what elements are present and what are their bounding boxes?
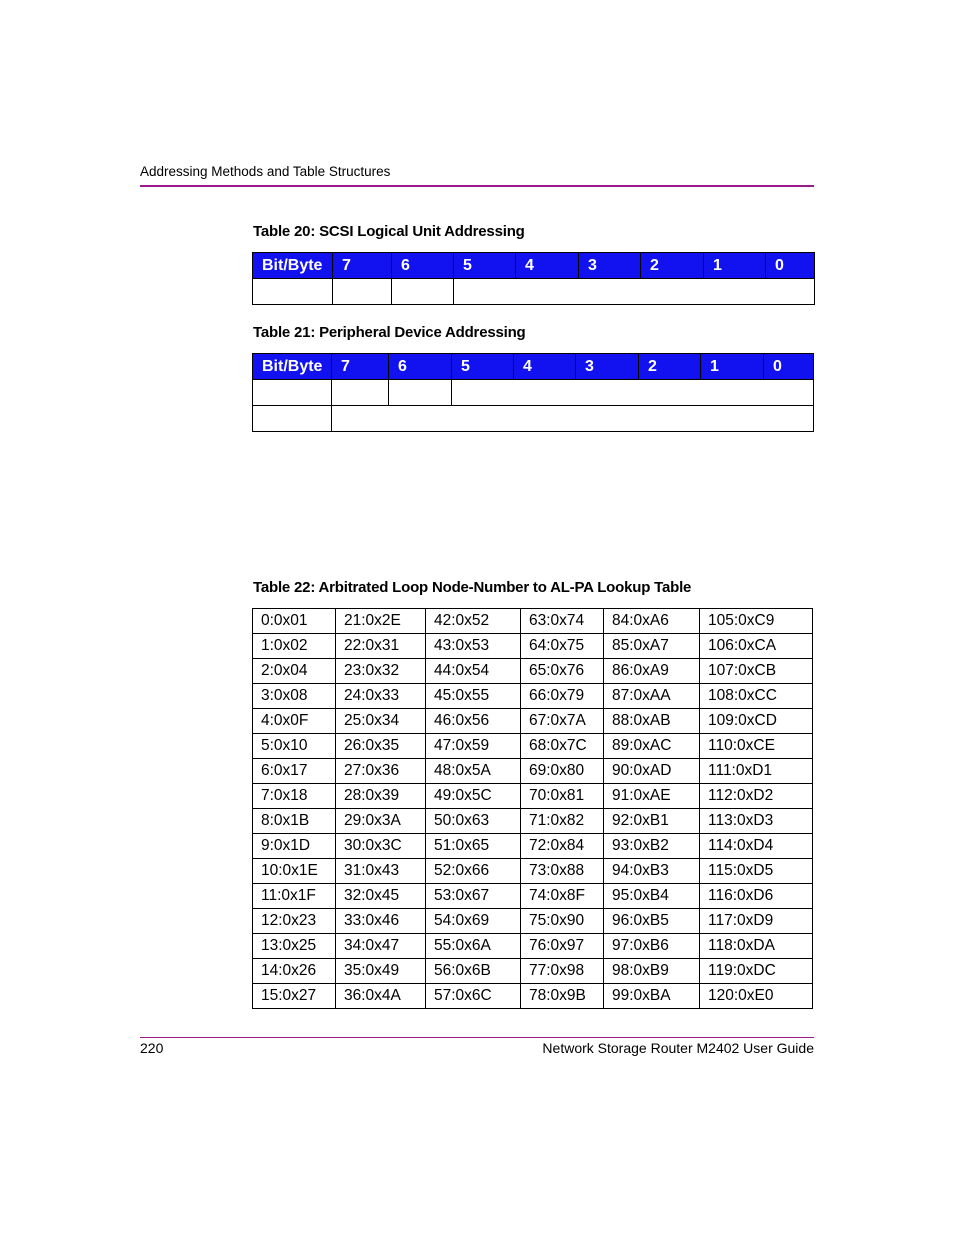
table-row — [253, 659, 813, 684]
table20-header-cell: 3 — [579, 253, 641, 279]
table-cell: 84:0xA6 — [604, 609, 700, 634]
table-cell: 10:0x1E — [253, 859, 336, 884]
book-title: Network Storage Router M2402 User Guide — [542, 1040, 814, 1056]
table-cell: 44:0x54 — [426, 659, 521, 684]
table-cell: 99:0xBA — [604, 984, 700, 1009]
table20-header-cell: 7 — [333, 253, 392, 279]
table-cell: 110:0xCE — [700, 734, 813, 759]
table-cell: 6:0x17 — [253, 759, 336, 784]
table21-header-cell: 2 — [639, 354, 701, 380]
table-cell: 98:0xB9 — [604, 959, 700, 984]
table-cell: 107:0xCB — [700, 659, 813, 684]
table-cell: 96:0xB5 — [604, 909, 700, 934]
table-cell: 69:0x80 — [521, 759, 604, 784]
table-cell: 111:0xD1 — [700, 759, 813, 784]
table20-header-cell: 1 — [704, 253, 766, 279]
table21-header-cell: 6 — [389, 354, 452, 380]
table-row — [253, 609, 813, 634]
table-cell: 26:0x35 — [336, 734, 426, 759]
table-cell: 117:0xD9 — [700, 909, 813, 934]
table20-header-cell: 0 — [766, 253, 815, 279]
table21-header-cell: 0 — [764, 354, 814, 380]
table-cell: 48:0x5A — [426, 759, 521, 784]
table-cell: 46:0x56 — [426, 709, 521, 734]
table-cell: 119:0xDC — [700, 959, 813, 984]
table-cell: 2:0x04 — [253, 659, 336, 684]
table-row — [253, 859, 813, 884]
table-cell: 85:0xA7 — [604, 634, 700, 659]
table-cell: 67:0x7A — [521, 709, 604, 734]
table20-cell — [253, 279, 333, 305]
table-cell: 13:0x25 — [253, 934, 336, 959]
table20-row — [253, 279, 815, 305]
table21-cell — [452, 380, 814, 406]
table-cell: 88:0xAB — [604, 709, 700, 734]
table21-cell — [389, 380, 452, 406]
table-row — [253, 759, 813, 784]
table-cell: 63:0x74 — [521, 609, 604, 634]
table21-cell — [332, 380, 389, 406]
table21-peripheral-device-addressing — [252, 353, 814, 432]
table-cell: 57:0x6C — [426, 984, 521, 1009]
table-cell: 54:0x69 — [426, 909, 521, 934]
table-cell: 15:0x27 — [253, 984, 336, 1009]
table21-header-cell: 3 — [576, 354, 639, 380]
table-row — [253, 734, 813, 759]
table-cell: 33:0x46 — [336, 909, 426, 934]
table-cell: 43:0x53 — [426, 634, 521, 659]
table-cell: 95:0xB4 — [604, 884, 700, 909]
table-cell: 7:0x18 — [253, 784, 336, 809]
table-cell: 23:0x32 — [336, 659, 426, 684]
table-cell: 90:0xAD — [604, 759, 700, 784]
table-cell: 25:0x34 — [336, 709, 426, 734]
table-cell: 66:0x79 — [521, 684, 604, 709]
footer-rule — [140, 1037, 814, 1038]
table22-body — [253, 609, 813, 1009]
table-row — [253, 984, 813, 1009]
table-cell: 116:0xD6 — [700, 884, 813, 909]
table-cell: 34:0x47 — [336, 934, 426, 959]
table-cell: 9:0x1D — [253, 834, 336, 859]
table-cell: 71:0x82 — [521, 809, 604, 834]
table-cell: 56:0x6B — [426, 959, 521, 984]
table-cell: 4:0x0F — [253, 709, 336, 734]
table-cell: 73:0x88 — [521, 859, 604, 884]
table-cell: 12:0x23 — [253, 909, 336, 934]
table21-cell — [253, 406, 332, 432]
table-cell: 115:0xD5 — [700, 859, 813, 884]
table20-header-row — [253, 253, 815, 279]
table-cell: 75:0x90 — [521, 909, 604, 934]
table-cell: 30:0x3C — [336, 834, 426, 859]
table-cell: 86:0xA9 — [604, 659, 700, 684]
table-cell: 89:0xAC — [604, 734, 700, 759]
table21-header-cell: 1 — [701, 354, 764, 380]
table21-cell — [253, 380, 332, 406]
table-cell: 35:0x49 — [336, 959, 426, 984]
table-cell: 76:0x97 — [521, 934, 604, 959]
table-cell: 105:0xC9 — [700, 609, 813, 634]
table-cell: 108:0xCC — [700, 684, 813, 709]
table-row — [253, 634, 813, 659]
table20-header-cell: 4 — [516, 253, 579, 279]
table-cell: 52:0x66 — [426, 859, 521, 884]
table-cell: 87:0xAA — [604, 684, 700, 709]
table-cell: 31:0x43 — [336, 859, 426, 884]
table20-cell — [333, 279, 392, 305]
table-cell: 53:0x67 — [426, 884, 521, 909]
table-cell: 21:0x2E — [336, 609, 426, 634]
table-row — [253, 834, 813, 859]
table-cell: 45:0x55 — [426, 684, 521, 709]
table-row — [253, 959, 813, 984]
table-cell: 77:0x98 — [521, 959, 604, 984]
table21-row — [253, 380, 814, 406]
table22-alpa-lookup-table — [252, 608, 813, 1009]
table-cell: 42:0x52 — [426, 609, 521, 634]
table-cell: 74:0x8F — [521, 884, 604, 909]
table-row — [253, 684, 813, 709]
table-cell: 22:0x31 — [336, 634, 426, 659]
table20-cell — [392, 279, 454, 305]
table-cell: 91:0xAE — [604, 784, 700, 809]
table-row — [253, 884, 813, 909]
header-rule — [140, 185, 814, 187]
table-cell: 51:0x65 — [426, 834, 521, 859]
table-cell: 3:0x08 — [253, 684, 336, 709]
table-cell: 5:0x10 — [253, 734, 336, 759]
table-cell: 118:0xDA — [700, 934, 813, 959]
table-cell: 1:0x02 — [253, 634, 336, 659]
table-cell: 50:0x63 — [426, 809, 521, 834]
table21-header-cell: 5 — [452, 354, 514, 380]
table-cell: 36:0x4A — [336, 984, 426, 1009]
table-cell: 49:0x5C — [426, 784, 521, 809]
table20-header-cell: 2 — [641, 253, 704, 279]
table-cell: 64:0x75 — [521, 634, 604, 659]
table-cell: 28:0x39 — [336, 784, 426, 809]
table-cell: 24:0x33 — [336, 684, 426, 709]
table-cell: 27:0x36 — [336, 759, 426, 784]
table-row — [253, 809, 813, 834]
table21-header-cell: 7 — [332, 354, 389, 380]
table-cell: 65:0x76 — [521, 659, 604, 684]
table-cell: 70:0x81 — [521, 784, 604, 809]
table-cell: 78:0x9B — [521, 984, 604, 1009]
table-cell: 114:0xD4 — [700, 834, 813, 859]
table-cell: 14:0x26 — [253, 959, 336, 984]
table-row — [253, 934, 813, 959]
table-cell: 120:0xE0 — [700, 984, 813, 1009]
table20-header-cell: 5 — [454, 253, 516, 279]
table-cell: 68:0x7C — [521, 734, 604, 759]
table-cell: 55:0x6A — [426, 934, 521, 959]
table-cell: 29:0x3A — [336, 809, 426, 834]
table-cell: 8:0x1B — [253, 809, 336, 834]
table-cell: 112:0xD2 — [700, 784, 813, 809]
table-cell: 72:0x84 — [521, 834, 604, 859]
table-cell: 0:0x01 — [253, 609, 336, 634]
table-cell: 11:0x1F — [253, 884, 336, 909]
table-cell: 94:0xB3 — [604, 859, 700, 884]
table22-caption: Table 22: Arbitrated Loop Node-Number to AL-PA Lookup Table — [253, 579, 692, 596]
table-cell: 92:0xB1 — [604, 809, 700, 834]
table20-scsi-logical-unit-addressing — [252, 252, 815, 305]
table-cell: 97:0xB6 — [604, 934, 700, 959]
table20-header-cell: Bit/Byte — [253, 253, 333, 279]
table20-cell — [454, 279, 815, 305]
table21-header-cell: 4 — [514, 354, 576, 380]
table20-caption: Table 20: SCSI Logical Unit Addressing — [253, 223, 525, 240]
table-cell: 32:0x45 — [336, 884, 426, 909]
table21-caption: Table 21: Peripheral Device Addressing — [253, 324, 526, 341]
table21-header-cell: Bit/Byte — [253, 354, 332, 380]
table-row — [253, 784, 813, 809]
table20-header-cell: 6 — [392, 253, 454, 279]
page-number: 220 — [140, 1040, 164, 1056]
table-row — [253, 709, 813, 734]
table-row — [253, 909, 813, 934]
table-cell: 93:0xB2 — [604, 834, 700, 859]
table-cell: 106:0xCA — [700, 634, 813, 659]
table-cell: 113:0xD3 — [700, 809, 813, 834]
table21-row — [253, 406, 814, 432]
table21-header-row — [253, 354, 814, 380]
table-cell: 109:0xCD — [700, 709, 813, 734]
table21-cell — [332, 406, 814, 432]
running-header: Addressing Methods and Table Structures — [140, 164, 391, 179]
table-cell: 47:0x59 — [426, 734, 521, 759]
